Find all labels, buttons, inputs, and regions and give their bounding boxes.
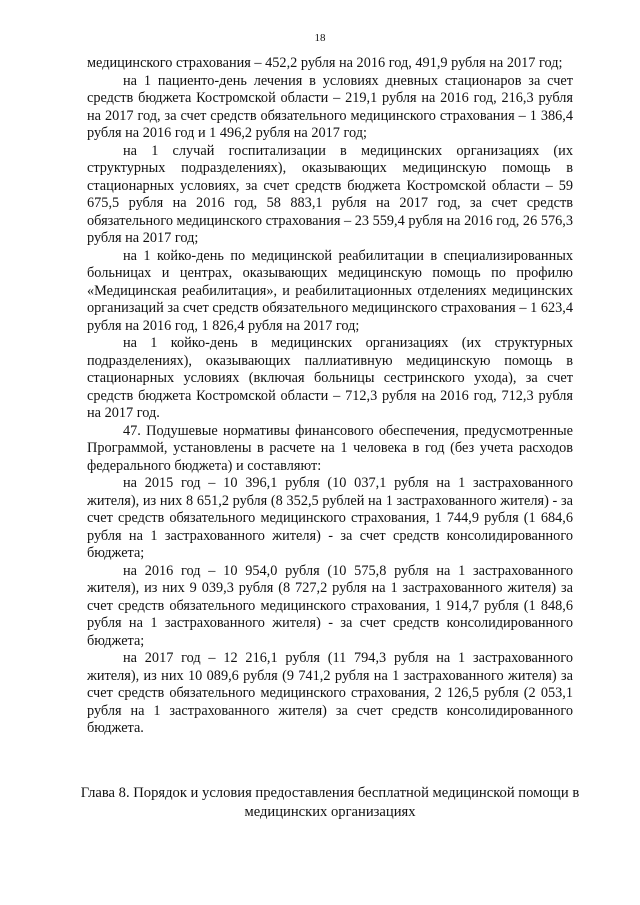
- paragraph: на 1 случай госпитализации в медицинских организациях (их структурных подразделениях), оказывающих медицинскую помощь в стационарных условиях, за счет средств бюджета Костромской области – 59 675,5 рубля на 2016 год, 58 883,1 рубля на 2017 год, за счет средств обязательного медицинского страхования – 23 559,4 рубля на 2016 год, 26 576,3 рубля на 2017 год;: [87, 142, 573, 246]
- paragraph: на 1 койко-день по медицинской реабилитации в специализированных больницах и центрах, оказывающих медицинскую помощь по профилю «Медицинская реабилитация», и реабилитационных отделениях медицинских организаций за счет средств обязательного медицинского страхования – 1 623,4 рубля на 2016 год, 1 826,4 рубля на 2017 год;: [87, 247, 573, 334]
- page-number: 18: [314, 32, 326, 44]
- paragraph: на 2015 год – 10 396,1 рубля (10 037,1 рубля на 1 застрахованного жителя), из них 8 651,2 рубля (8 352,5 рублей на 1 застрахованного жителя) - за счет средств обязательного медицинского страхования, 1 744,9 рубля (1 684,6 рубля на 1 застрахованного жителя) - за счет средств консолидированного бюджета;: [87, 475, 573, 561]
- chapter-heading: Глава 8. Порядок и условия предоставления бесплатной медицинской помощи в медицинских организациях: [80, 785, 580, 820]
- paragraph: медицинского страхования – 452,2 рубля на 2016 год, 491,9 рубля на 2017 год;: [87, 55, 563, 71]
- paragraph: на 1 пациенто-день лечения в условиях дневных стационаров за счет средств бюджета Костромской области – 219,1 рубля на 2016 год, 216,3 рубля на 2017 год, за счет средств обязательного медицинского страхования – 1 386,4 рубля на 2016 год и 1 496,2 рубля на 2017 год;: [87, 72, 573, 141]
- paragraph: на 1 койко-день в медицинских организациях (их структурных подразделениях), оказывающих паллиативную медицинскую помощь в стационарных условиях (включая больницы сестринского ухода), за счет средств бюджета Костромской области – 712,3 рубля на 2016 год, 712,3 рубля на 2017 год.: [87, 335, 573, 421]
- document-body: [87, 55, 573, 738]
- paragraph: на 2017 год – 12 216,1 рубля (11 794,3 рубля на 1 застрахованного жителя), из них 10 089,6 рубля (9 741,2 рубля на 1 застрахованного жителя) за счет средств обязательного медицинского страхования, 2 126,5 рубля (2 053,1 рубля на 1 застрахованного жителя) за счет средств консолидированного бюджета.: [87, 650, 573, 736]
- paragraph: на 2016 год – 10 954,0 рубля (10 575,8 рубля на 1 застрахованного жителя), из них 9 039,3 рубля (8 727,2 рубля на 1 застрахованного жителя) за счет средств обязательного медицинского страхования, 1 914,7 рубля (1 848,6 рубля на 1 застрахованного жителя) - за счет средств консолидированного бюджета;: [87, 562, 573, 649]
- paragraph-item-47: 47. Подушевые нормативы финансового обеспечения, предусмотренные Программой, установлены в расчете на 1 человека в год (без учета расходов федерального бюджета) и составляют:: [87, 422, 573, 474]
